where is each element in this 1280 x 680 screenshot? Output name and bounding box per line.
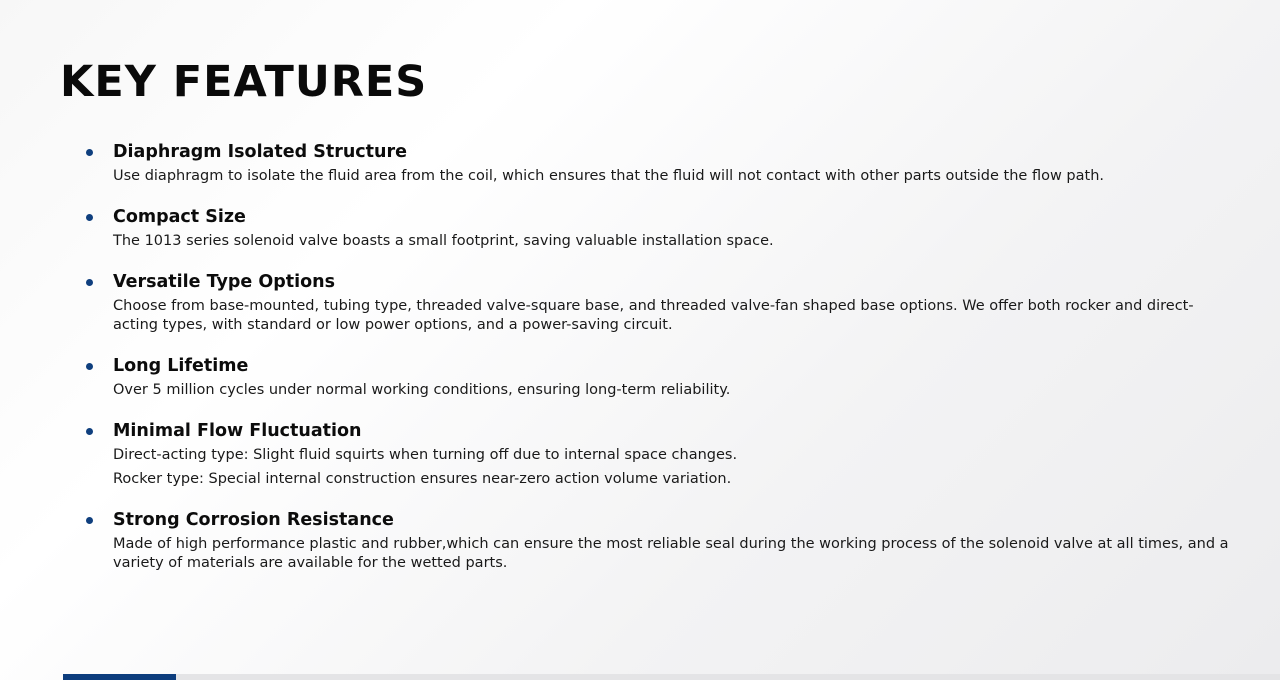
feature-description: Made of high performance plastic and rubber,which can ensure the most reliable seal during the working process of the solenoid valve at all times, and a variety of materials are available for the wetted parts. xyxy=(113,536,1229,571)
feature-description-direct-acting: Direct-acting type: Slight fluid squirts when turning off due to internal space changes. xyxy=(113,447,738,463)
bullet-icon xyxy=(86,214,93,221)
feature-item-strong-corrosion-resistance xyxy=(86,508,1236,573)
bullet-icon xyxy=(86,149,93,156)
feature-item-compact-size xyxy=(86,205,1236,251)
feature-description-rocker: Rocker type: Special internal construction ensures near-zero action volume variation. xyxy=(113,471,732,487)
feature-title: Diaphragm Isolated Structure xyxy=(113,142,407,162)
feature-description: Use diaphragm to isolate the fluid area from the coil, which ensures that the fluid will not contact with other parts outside the flow path. xyxy=(113,168,1104,184)
feature-title: Strong Corrosion Resistance xyxy=(113,510,394,530)
page-title: KEY FEATURES xyxy=(60,57,428,107)
bullet-icon xyxy=(86,363,93,370)
feature-item-long-lifetime xyxy=(86,354,1236,400)
page-progress-fill xyxy=(63,674,176,680)
feature-title: Compact Size xyxy=(113,207,246,227)
bullet-icon xyxy=(86,428,93,435)
bullet-icon xyxy=(86,517,93,524)
feature-item-diaphragm-isolated-structure xyxy=(86,140,1236,186)
feature-item-versatile-type-options xyxy=(86,270,1236,335)
feature-title: Versatile Type Options xyxy=(113,272,336,292)
feature-title: Long Lifetime xyxy=(113,356,249,376)
feature-description: Choose from base-mounted, tubing type, threaded valve-square base, and threaded valve-fan shaped base options. We offer both rocker and direct-acting types, with standard or low power options, and a power-saving circuit. xyxy=(113,298,1194,333)
feature-title: Minimal Flow Fluctuation xyxy=(113,421,362,441)
feature-list xyxy=(86,140,1236,592)
bullet-icon xyxy=(86,279,93,286)
feature-item-minimal-flow-fluctuation xyxy=(86,419,1236,489)
feature-description: Over 5 million cycles under normal working conditions, ensuring long-term reliability. xyxy=(113,382,731,398)
page-progress-bar xyxy=(63,674,1280,680)
feature-description: The 1013 series solenoid valve boasts a small footprint, saving valuable installation space. xyxy=(113,233,774,249)
